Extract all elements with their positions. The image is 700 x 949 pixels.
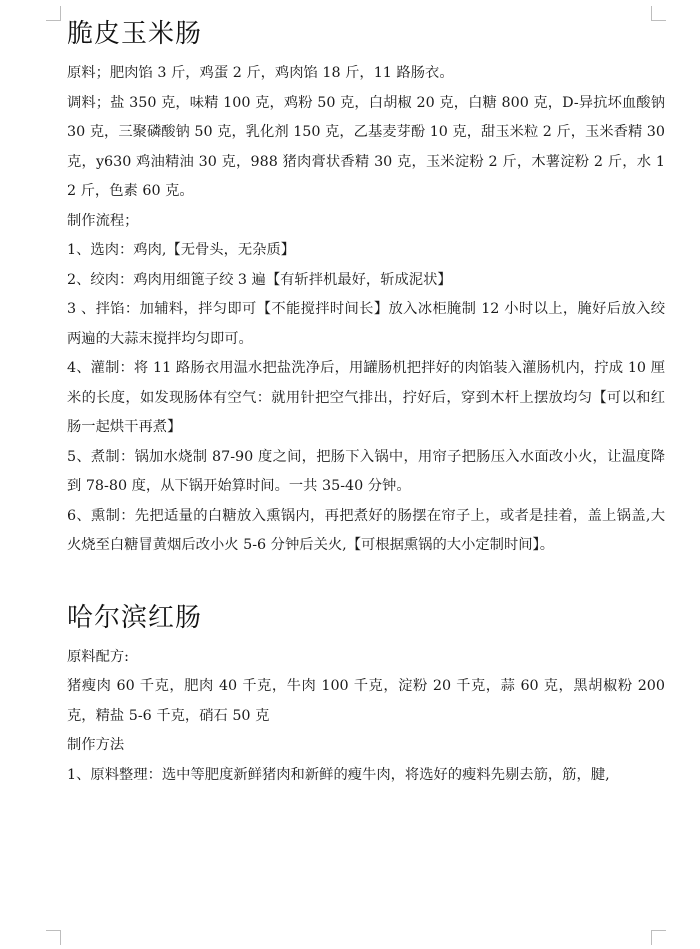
page-corner-mark [46, 6, 61, 21]
section-title-corn-sausage: 脆皮玉米肠 [67, 19, 203, 49]
step-paragraph: 1、原料整理：选中等肥度新鲜猪肉和新鲜的瘦牛肉，将选好的瘦料先剔去筋，筋，腱, [67, 766, 610, 783]
seasoning-paragraph: 调料；盐 350 克，味精 100 克，鸡粉 50 克，白胡椒 20 克，白糖 800 克，D-异抗坏血酸钠 30 克，三聚磷酸钠 50 克，乳化剂 150 克，乙基麦芽酚 10 克，甜玉米粒 2 斤，玉米香精 30 克，y630 鸡油精油 30 克，988 猪肉膏状香精 30 克，玉米淀粉 2 斤，木薯淀粉 2 斤，水 12 斤，色素 60 克。 [67, 94, 665, 199]
step-paragraph: 5、煮制：锅加水烧制 87-90 度之间，把肠下入锅中，用帘子把肠压入水面改小火，让温度降到 78-80 度，从下锅开始算时间。一共 35-40 分钟。 [67, 448, 665, 494]
section-title-harbin-sausage: 哈尔滨红肠 [67, 602, 203, 633]
formula-label: 原料配方: [67, 648, 130, 665]
method-label: 制作方法 [67, 737, 125, 753]
ingredients-paragraph: 原料；肥肉馅 3 斤，鸡蛋 2 斤，鸡肉馅 18 斤，11 路肠衣。 [67, 65, 454, 81]
step-paragraph: 4、灌制：将 11 路肠衣用温水把盐洗净后，用罐肠机把拌好的肉馅装入灌肠机内，拧成 10 厘米的长度，如发现肠体有空气：就用针把空气排出，拧好后，穿到木杆上摆放均匀【可以和红肠一起烘干再煮】 [67, 360, 665, 435]
formula-paragraph: 猪瘦肉 60 千克，肥肉 40 千克，牛肉 100 千克，淀粉 20 千克，蒜 60 克，黑胡椒粉 200 克，精盐 5-6 千克，硝石 50 克 [67, 678, 665, 724]
step-paragraph: 3 、拌馅：加辅料，拌匀即可【不能搅拌时间长】放入冰柜腌制 12 小时以上，腌好后放入绞两遍的大蒜末搅拌均匀即可。 [67, 301, 665, 347]
process-label: 制作流程； [67, 212, 139, 229]
page-corner-mark [651, 930, 666, 945]
step-paragraph: 1、选肉：鸡肉,【无骨头，无杂质】 [67, 242, 296, 258]
step-paragraph: 2、绞肉：鸡肉用细篦子绞 3 遍【有斩拌机最好，斩成泥状】 [67, 271, 452, 288]
page-corner-mark [46, 930, 61, 945]
step-paragraph: 6、熏制：先把适量的白糖放入熏锅内，再把煮好的肠摆在帘子上，或者是挂着，盖上锅盖,大火烧至白糖冒黄烟后改小火 5-6 分钟后关火,【可根据熏锅的大小定制时间】。 [67, 507, 665, 553]
document-body [67, 14, 665, 790]
